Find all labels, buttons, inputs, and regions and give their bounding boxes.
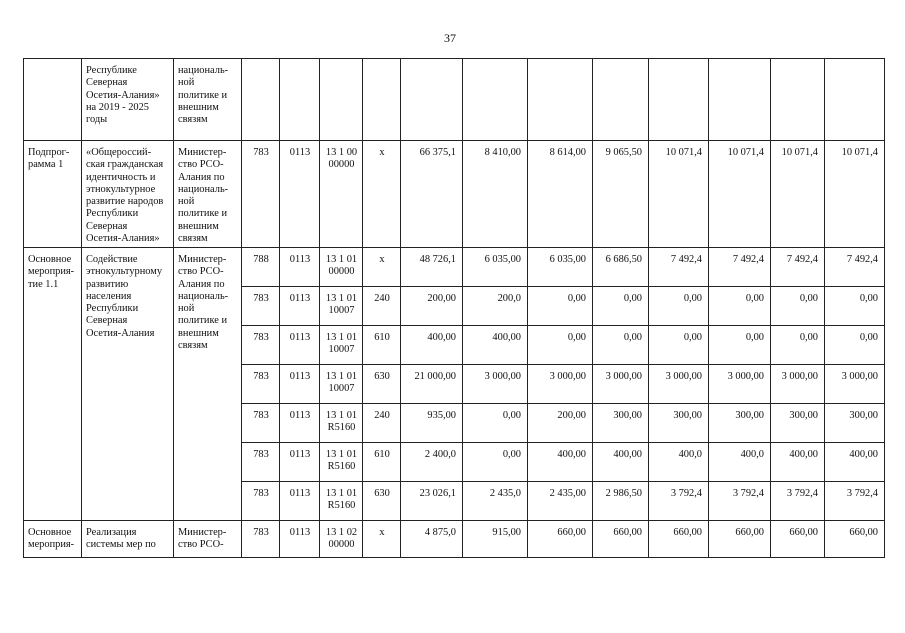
amount-cell-6 bbox=[709, 326, 771, 365]
grbs-cell bbox=[242, 365, 280, 404]
amount-cell-7-text: 3 792,4 bbox=[786, 488, 818, 500]
amount-cell-8 bbox=[825, 141, 885, 248]
amount-cell-8 bbox=[825, 482, 885, 521]
amount-cell-6 bbox=[709, 365, 771, 404]
grbs-cell bbox=[242, 287, 280, 326]
amount-cell-4 bbox=[593, 248, 649, 287]
amount-cell-7-text: 400,00 bbox=[789, 449, 818, 461]
amount-cell-1-text: 200,00 bbox=[427, 293, 456, 305]
executor-cell-text: Министер- ство РСО- Алания по националь- ной политике и внешним связям bbox=[178, 254, 229, 351]
status-cell-text: Основное мероприя- тие 1.1 bbox=[28, 254, 75, 290]
amount-cell-4 bbox=[593, 404, 649, 443]
amount-cell-3 bbox=[528, 326, 593, 365]
empty-cell bbox=[649, 59, 709, 141]
amount-cell-2 bbox=[463, 521, 528, 558]
page-number: 37 bbox=[444, 31, 456, 45]
empty-cell bbox=[825, 59, 885, 141]
target-article-cell bbox=[320, 248, 363, 287]
amount-cell-6-text: 3 792,4 bbox=[732, 488, 764, 500]
target-article-cell-text: 13 1 00 00000 bbox=[325, 147, 358, 171]
amount-cell-7 bbox=[771, 443, 825, 482]
amount-cell-7 bbox=[771, 482, 825, 521]
target-article-cell bbox=[320, 404, 363, 443]
amount-cell-3 bbox=[528, 443, 593, 482]
target-article-cell bbox=[320, 287, 363, 326]
amount-cell-5 bbox=[649, 404, 709, 443]
amount-cell-4 bbox=[593, 443, 649, 482]
amount-cell-2 bbox=[463, 248, 528, 287]
expense-type-cell-text: x bbox=[379, 147, 385, 158]
amount-cell-1-text: 935,00 bbox=[427, 410, 456, 422]
amount-cell-4-text: 6 686,50 bbox=[605, 254, 642, 266]
amount-cell-7 bbox=[771, 141, 825, 248]
grbs-cell-text: 783 bbox=[253, 332, 269, 344]
amount-cell-3 bbox=[528, 365, 593, 404]
empty-cell bbox=[463, 59, 528, 141]
amount-cell-5 bbox=[649, 365, 709, 404]
section-cell bbox=[280, 482, 320, 521]
status-cell bbox=[24, 59, 82, 141]
amount-cell-8 bbox=[825, 521, 885, 558]
expense-type-cell-text: 240 bbox=[374, 293, 390, 305]
status-cell bbox=[24, 521, 82, 558]
expense-type-cell-text: 630 bbox=[374, 371, 390, 383]
empty-cell bbox=[593, 59, 649, 141]
amount-cell-3 bbox=[528, 404, 593, 443]
amount-cell-6 bbox=[709, 248, 771, 287]
amount-cell-1 bbox=[401, 326, 463, 365]
amount-cell-1-text: 2 400,0 bbox=[424, 449, 456, 461]
expense-type-cell bbox=[363, 141, 401, 248]
amount-cell-3-text: 0,00 bbox=[567, 332, 586, 344]
empty-cell bbox=[242, 59, 280, 141]
executor-cell bbox=[174, 521, 242, 558]
grbs-cell-text: 783 bbox=[253, 488, 269, 500]
expense-type-cell bbox=[363, 482, 401, 521]
amount-cell-7-text: 7 492,4 bbox=[786, 254, 818, 266]
amount-cell-3-text: 2 435,00 bbox=[549, 488, 586, 500]
amount-cell-3-text: 3 000,00 bbox=[549, 371, 586, 383]
amount-cell-4 bbox=[593, 365, 649, 404]
amount-cell-3 bbox=[528, 248, 593, 287]
target-article-cell-text: 13 1 01 R5160 bbox=[325, 449, 358, 473]
name-cell-text: Республике Северная Осетия-Алания» на 2019 - 2025 годы bbox=[86, 65, 160, 126]
target-article-cell-text: 13 1 01 10007 bbox=[325, 371, 358, 395]
executor-cell bbox=[174, 141, 242, 248]
amount-cell-5-text: 0,00 bbox=[683, 332, 702, 344]
amount-cell-1-text: 66 375,1 bbox=[419, 147, 456, 158]
expense-type-cell bbox=[363, 287, 401, 326]
expense-type-cell-text: 610 bbox=[374, 332, 390, 344]
expense-type-cell-text: 610 bbox=[374, 449, 390, 461]
amount-cell-3 bbox=[528, 521, 593, 558]
target-article-cell-text: 13 1 01 R5160 bbox=[325, 488, 358, 512]
amount-cell-3-text: 660,00 bbox=[557, 527, 586, 539]
amount-cell-4-text: 660,00 bbox=[613, 527, 642, 539]
grbs-cell-text: 783 bbox=[253, 449, 269, 461]
executor-cell-text: Министер- ство РСО- bbox=[178, 527, 227, 551]
expense-type-cell-text: 630 bbox=[374, 488, 390, 500]
amount-cell-3 bbox=[528, 287, 593, 326]
grbs-cell-text: 783 bbox=[253, 371, 269, 383]
section-cell bbox=[280, 141, 320, 248]
section-cell bbox=[280, 443, 320, 482]
section-cell bbox=[280, 404, 320, 443]
amount-cell-5 bbox=[649, 443, 709, 482]
amount-cell-1 bbox=[401, 141, 463, 248]
amount-cell-6-text: 660,00 bbox=[735, 527, 764, 539]
amount-cell-3 bbox=[528, 141, 593, 248]
section-cell-text: 0113 bbox=[289, 488, 311, 500]
target-article-cell bbox=[320, 326, 363, 365]
empty-cell bbox=[401, 59, 463, 141]
grbs-cell bbox=[242, 443, 280, 482]
section-cell-text: 0113 bbox=[289, 147, 311, 158]
target-article-cell bbox=[320, 521, 363, 558]
amount-cell-1-text: 400,00 bbox=[427, 332, 456, 344]
name-cell-text: Содействие этнокультурному развитию населения Республики Северная Осетия-Алания bbox=[86, 254, 163, 339]
amount-cell-1-text: 4 875,0 bbox=[424, 527, 456, 539]
target-article-cell-text: 13 1 01 10007 bbox=[325, 332, 358, 356]
amount-cell-6-text: 300,00 bbox=[735, 410, 764, 422]
amount-cell-2-text: 400,00 bbox=[492, 332, 521, 344]
amount-cell-4-text: 3 000,00 bbox=[605, 371, 642, 383]
status-cell-text: Основное мероприя- bbox=[28, 527, 75, 551]
empty-cell bbox=[528, 59, 593, 141]
amount-cell-2-text: 0,00 bbox=[502, 410, 521, 422]
expense-type-cell-text: x bbox=[379, 527, 385, 539]
section-cell bbox=[280, 365, 320, 404]
amount-cell-5 bbox=[649, 141, 709, 248]
amount-cell-4 bbox=[593, 326, 649, 365]
amount-cell-6-text: 10 071,4 bbox=[727, 147, 764, 158]
amount-cell-5-text: 10 071,4 bbox=[665, 147, 702, 158]
amount-cell-3-text: 0,00 bbox=[567, 293, 586, 305]
amount-cell-5-text: 400,0 bbox=[678, 449, 702, 461]
amount-cell-1-text: 48 726,1 bbox=[419, 254, 456, 266]
amount-cell-4-text: 0,00 bbox=[623, 293, 642, 305]
amount-cell-8-text: 0,00 bbox=[859, 293, 878, 305]
amount-cell-6 bbox=[709, 404, 771, 443]
amount-cell-6 bbox=[709, 443, 771, 482]
expense-type-cell-text: 240 bbox=[374, 410, 390, 422]
amount-cell-2 bbox=[463, 365, 528, 404]
table-row bbox=[24, 248, 885, 287]
empty-cell bbox=[771, 59, 825, 141]
empty-cell bbox=[709, 59, 771, 141]
expense-type-cell bbox=[363, 248, 401, 287]
name-cell-text: Реализация системы мер по bbox=[86, 527, 156, 551]
amount-cell-1 bbox=[401, 248, 463, 287]
amount-cell-8 bbox=[825, 248, 885, 287]
name-cell-text: «Общероссий- ская гражданская идентичность и этнокультурное развитие народов Республики Северная Осетия-Алания» bbox=[86, 147, 164, 244]
amount-cell-2-text: 3 000,00 bbox=[484, 371, 521, 383]
target-article-cell-text: 13 1 01 10007 bbox=[325, 293, 358, 317]
amount-cell-4 bbox=[593, 287, 649, 326]
amount-cell-3-text: 8 614,00 bbox=[549, 147, 586, 158]
amount-cell-1-text: 23 026,1 bbox=[419, 488, 456, 500]
amount-cell-8 bbox=[825, 365, 885, 404]
amount-cell-2 bbox=[463, 443, 528, 482]
amount-cell-6-text: 0,00 bbox=[745, 293, 764, 305]
amount-cell-2-text: 6 035,00 bbox=[484, 254, 521, 266]
table-row bbox=[24, 59, 885, 141]
amount-cell-6 bbox=[709, 141, 771, 248]
amount-cell-4-text: 2 986,50 bbox=[605, 488, 642, 500]
name-cell bbox=[82, 141, 174, 248]
name-cell bbox=[82, 248, 174, 521]
amount-cell-2-text: 0,00 bbox=[502, 449, 521, 461]
amount-cell-8-text: 660,00 bbox=[849, 527, 878, 539]
section-cell-text: 0113 bbox=[289, 449, 311, 461]
amount-cell-2 bbox=[463, 141, 528, 248]
amount-cell-2-text: 8 410,00 bbox=[484, 147, 521, 158]
amount-cell-3-text: 200,00 bbox=[557, 410, 586, 422]
amount-cell-5 bbox=[649, 482, 709, 521]
amount-cell-7-text: 660,00 bbox=[789, 527, 818, 539]
section-cell bbox=[280, 521, 320, 558]
amount-cell-1 bbox=[401, 443, 463, 482]
grbs-cell-text: 783 bbox=[253, 410, 269, 422]
amount-cell-8-text: 10 071,4 bbox=[841, 147, 878, 158]
table-row bbox=[24, 141, 885, 248]
amount-cell-8-text: 400,00 bbox=[849, 449, 878, 461]
target-article-cell-text: 13 1 02 00000 bbox=[325, 527, 358, 551]
amount-cell-2-text: 2 435,0 bbox=[489, 488, 521, 500]
amount-cell-7-text: 0,00 bbox=[799, 332, 818, 344]
amount-cell-7 bbox=[771, 326, 825, 365]
amount-cell-8 bbox=[825, 443, 885, 482]
amount-cell-2-text: 200,0 bbox=[497, 293, 521, 305]
amount-cell-4 bbox=[593, 141, 649, 248]
executor-cell-text: националь- ной политике и внешним связям bbox=[178, 65, 229, 126]
amount-cell-5-text: 3 000,00 bbox=[665, 371, 702, 383]
section-cell bbox=[280, 326, 320, 365]
amount-cell-6-text: 0,00 bbox=[745, 332, 764, 344]
amount-cell-8 bbox=[825, 287, 885, 326]
section-cell-text: 0113 bbox=[289, 293, 311, 305]
grbs-cell-text: 788 bbox=[253, 254, 269, 266]
expense-type-cell bbox=[363, 521, 401, 558]
target-article-cell bbox=[320, 443, 363, 482]
amount-cell-5-text: 0,00 bbox=[683, 293, 702, 305]
amount-cell-7 bbox=[771, 365, 825, 404]
amount-cell-7-text: 300,00 bbox=[789, 410, 818, 422]
grbs-cell bbox=[242, 404, 280, 443]
expense-type-cell bbox=[363, 326, 401, 365]
amount-cell-4 bbox=[593, 482, 649, 521]
target-article-cell-text: 13 1 01 R5160 bbox=[325, 410, 358, 434]
grbs-cell bbox=[242, 482, 280, 521]
amount-cell-1 bbox=[401, 287, 463, 326]
amount-cell-4-text: 0,00 bbox=[623, 332, 642, 344]
amount-cell-7-text: 0,00 bbox=[799, 293, 818, 305]
status-cell-text: Подпрог- рамма 1 bbox=[28, 147, 70, 171]
section-cell bbox=[280, 248, 320, 287]
name-cell bbox=[82, 59, 174, 141]
amount-cell-8-text: 3 000,00 bbox=[841, 371, 878, 383]
name-cell bbox=[82, 521, 174, 558]
empty-cell bbox=[363, 59, 401, 141]
amount-cell-7-text: 3 000,00 bbox=[781, 371, 818, 383]
target-article-cell bbox=[320, 141, 363, 248]
amount-cell-3-text: 400,00 bbox=[557, 449, 586, 461]
expense-type-cell bbox=[363, 404, 401, 443]
amount-cell-6-text: 400,0 bbox=[740, 449, 764, 461]
section-cell-text: 0113 bbox=[289, 254, 311, 266]
amount-cell-7 bbox=[771, 404, 825, 443]
amount-cell-2 bbox=[463, 326, 528, 365]
amount-cell-6 bbox=[709, 521, 771, 558]
grbs-cell bbox=[242, 141, 280, 248]
executor-cell bbox=[174, 248, 242, 521]
amount-cell-8-text: 7 492,4 bbox=[846, 254, 878, 266]
amount-cell-5-text: 7 492,4 bbox=[670, 254, 702, 266]
amount-cell-5 bbox=[649, 248, 709, 287]
grbs-cell bbox=[242, 248, 280, 287]
amount-cell-6 bbox=[709, 482, 771, 521]
amount-cell-7 bbox=[771, 521, 825, 558]
amount-cell-1 bbox=[401, 521, 463, 558]
grbs-cell-text: 783 bbox=[253, 147, 269, 158]
amount-cell-5 bbox=[649, 287, 709, 326]
amount-cell-4 bbox=[593, 521, 649, 558]
amount-cell-2 bbox=[463, 404, 528, 443]
expense-type-cell bbox=[363, 443, 401, 482]
amount-cell-8-text: 0,00 bbox=[859, 332, 878, 344]
amount-cell-1-text: 21 000,00 bbox=[414, 371, 456, 383]
expense-type-cell-text: x bbox=[379, 254, 385, 266]
empty-cell bbox=[280, 59, 320, 141]
status-cell bbox=[24, 248, 82, 521]
target-article-cell-text: 13 1 01 00000 bbox=[325, 254, 358, 278]
amount-cell-8 bbox=[825, 404, 885, 443]
amount-cell-4-text: 400,00 bbox=[613, 449, 642, 461]
grbs-cell bbox=[242, 326, 280, 365]
amount-cell-8-text: 300,00 bbox=[849, 410, 878, 422]
amount-cell-5 bbox=[649, 326, 709, 365]
amount-cell-7-text: 10 071,4 bbox=[781, 147, 818, 158]
status-cell bbox=[24, 141, 82, 248]
section-cell-text: 0113 bbox=[289, 410, 311, 422]
budget-table bbox=[23, 58, 885, 558]
target-article-cell bbox=[320, 482, 363, 521]
amount-cell-2 bbox=[463, 482, 528, 521]
amount-cell-4-text: 9 065,50 bbox=[605, 147, 642, 158]
amount-cell-4-text: 300,00 bbox=[613, 410, 642, 422]
target-article-cell bbox=[320, 365, 363, 404]
amount-cell-1 bbox=[401, 404, 463, 443]
amount-cell-5-text: 3 792,4 bbox=[670, 488, 702, 500]
section-cell-text: 0113 bbox=[289, 332, 311, 344]
amount-cell-7 bbox=[771, 248, 825, 287]
executor-cell-text: Министер- ство РСО- Алания по националь- ной политике и внешним связям bbox=[178, 147, 229, 244]
table-row bbox=[24, 521, 885, 558]
amount-cell-5 bbox=[649, 521, 709, 558]
amount-cell-3-text: 6 035,00 bbox=[549, 254, 586, 266]
amount-cell-7 bbox=[771, 287, 825, 326]
amount-cell-5-text: 300,00 bbox=[673, 410, 702, 422]
section-cell bbox=[280, 287, 320, 326]
amount-cell-5-text: 660,00 bbox=[673, 527, 702, 539]
grbs-cell-text: 783 bbox=[253, 527, 269, 539]
amount-cell-6-text: 7 492,4 bbox=[732, 254, 764, 266]
section-cell-text: 0113 bbox=[289, 527, 311, 539]
amount-cell-2-text: 915,00 bbox=[492, 527, 521, 539]
amount-cell-2 bbox=[463, 287, 528, 326]
amount-cell-1 bbox=[401, 482, 463, 521]
expense-type-cell bbox=[363, 365, 401, 404]
amount-cell-3 bbox=[528, 482, 593, 521]
amount-cell-1 bbox=[401, 365, 463, 404]
grbs-cell-text: 783 bbox=[253, 293, 269, 305]
empty-cell bbox=[320, 59, 363, 141]
amount-cell-8-text: 3 792,4 bbox=[846, 488, 878, 500]
section-cell-text: 0113 bbox=[289, 371, 311, 383]
amount-cell-6-text: 3 000,00 bbox=[727, 371, 764, 383]
executor-cell bbox=[174, 59, 242, 141]
grbs-cell bbox=[242, 521, 280, 558]
amount-cell-8 bbox=[825, 326, 885, 365]
amount-cell-6 bbox=[709, 287, 771, 326]
